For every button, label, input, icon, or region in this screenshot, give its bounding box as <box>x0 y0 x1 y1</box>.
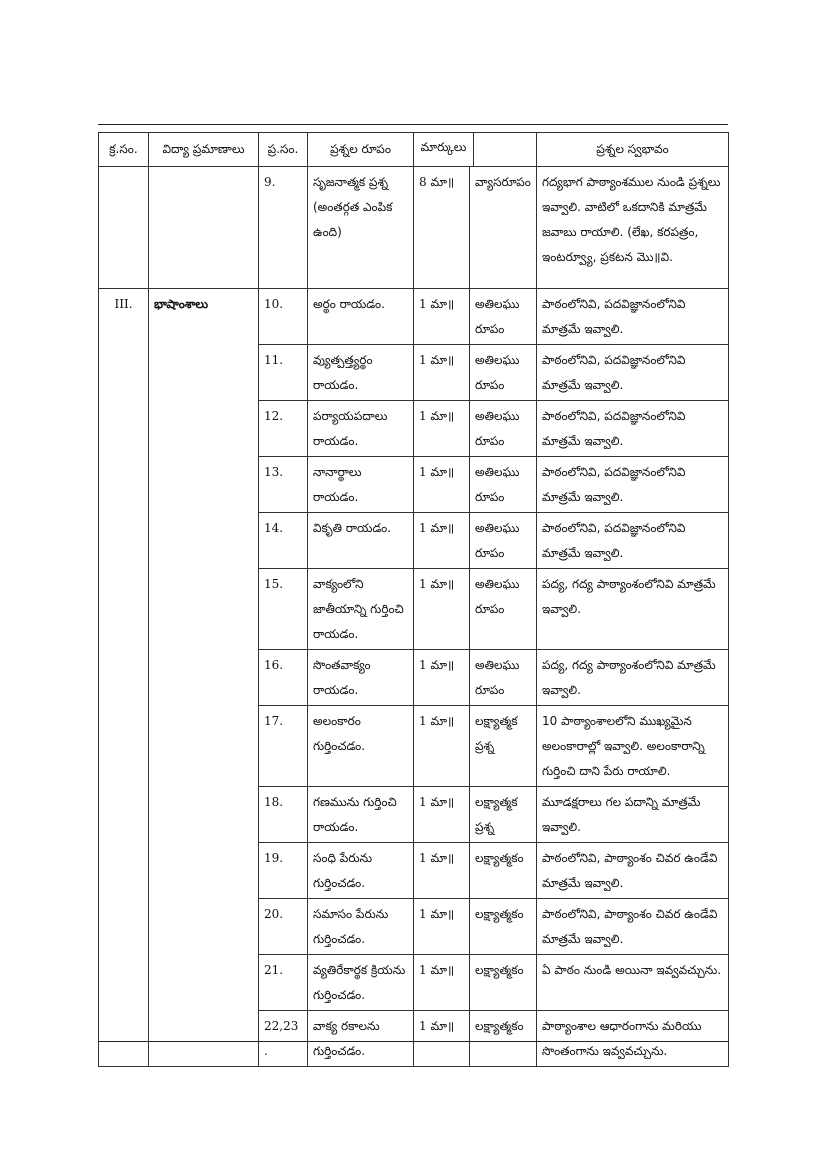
cell-question-form: నానార్థాలు రాయడం. <box>308 457 414 513</box>
cell-question-nature: పాఠంలోనివి, పదవిజ్ఞానంలోనివి మాత్రమే ఇవ్వాలి. <box>537 457 729 513</box>
cell-question-type: వ్యాసరూపం <box>470 167 537 289</box>
top-rule <box>98 124 728 125</box>
cell-question-form: సమాసం పేరును గుర్తించడం. <box>308 899 414 955</box>
cell-marks: 1 మా॥ <box>414 289 470 345</box>
cell-question-form: వ్యుత్పత్త్యర్థం రాయడం. <box>308 345 414 401</box>
header-standard: విద్యా ప్రమాణాలు <box>149 133 259 167</box>
cell-question-form: అర్థం రాయడం. <box>308 289 414 345</box>
cell-question-type: లక్ష్యాత్మక ప్రశ్న <box>470 787 537 843</box>
cell-marks: 1 మా॥ <box>414 899 470 955</box>
header-question-form: ప్రశ్నల రూపం <box>308 133 414 167</box>
question-pattern-table <box>98 132 729 1067</box>
cell-question-form: అలంకారం గుర్తించడం. <box>308 706 414 787</box>
cell-question-nature: పాఠంలోనివి, పాఠ్యాంశం చివర ఉండేవి మాత్రమే ఇవ్వాలి. <box>537 843 729 899</box>
cell-question-nature: పాఠంలోనివి, పదవిజ్ఞానంలోనివి మాత్రమే ఇవ్వాలి. <box>537 289 729 345</box>
header-marks <box>414 133 537 167</box>
cell-question-no: 11. <box>259 345 308 401</box>
cell-question-type: అతిలఘు రూపం <box>470 457 537 513</box>
cell-marks: 1 మా॥ <box>414 1011 470 1067</box>
cell-question-nature: 10 పాఠ్యాంశాలలోని ముఖ్యమైన అలంకారాల్లో ఇవ్వాలి. అలంకారాన్ని గుర్తించి దాని పేరు రాయాలి. <box>537 706 729 787</box>
bottom-rule <box>98 1041 728 1042</box>
cell-question-type: అతిలఘు రూపం <box>470 569 537 650</box>
cell-question-nature: ఏ పాఠం నుండి అయినా ఇవ్వవచ్చును. <box>537 955 729 1011</box>
table-row <box>99 167 729 289</box>
cell-question-type: లక్ష్యాత్మకం <box>470 955 537 1011</box>
cell-question-type: అతిలఘు రూపం <box>470 289 537 345</box>
cell-question-no: 13. <box>259 457 308 513</box>
cell-question-no: 22,23. <box>259 1011 308 1067</box>
cell-marks: 1 మా॥ <box>414 569 470 650</box>
cell-question-no: 18. <box>259 787 308 843</box>
cell-question-nature: పద్య, గద్య పాఠ్యాంశంలోనివి మాత్రమే ఇవ్వాలి. <box>537 569 729 650</box>
header-sno: క్ర.సం. <box>99 133 149 167</box>
table-header-row <box>99 133 729 167</box>
cell-question-form: వాక్య రకాలను గుర్తించడం. <box>308 1011 414 1067</box>
header-question-no: ప్ర.సం. <box>259 133 308 167</box>
cell-question-type: లక్ష్యాత్మకం <box>470 1011 537 1067</box>
cell-question-no: 19. <box>259 843 308 899</box>
cell-sno <box>99 167 149 289</box>
cell-question-type: అతిలఘు రూపం <box>470 650 537 706</box>
cell-question-form: సొంతవాక్యం రాయడం. <box>308 650 414 706</box>
cell-question-form: సృజనాత్మక ప్రశ్న (అంతర్గత ఎంపిక ఉంది) <box>308 167 414 289</box>
cell-question-form: సంధి పేరును గుర్తించడం. <box>308 843 414 899</box>
cell-question-no: 14. <box>259 513 308 569</box>
cell-question-no: 9. <box>259 167 308 289</box>
cell-marks: 1 మా॥ <box>414 955 470 1011</box>
cell-question-type: అతిలఘు రూపం <box>470 513 537 569</box>
section-number: III. <box>99 289 149 1067</box>
cell-question-nature: పాఠంలోనివి, పదవిజ్ఞానంలోనివి మాత్రమే ఇవ్వాలి. <box>537 401 729 457</box>
cell-marks: 8 మా॥ <box>414 167 470 289</box>
cell-question-type: లక్ష్యాత్మక ప్రశ్న <box>470 706 537 787</box>
cell-marks: 1 మా॥ <box>414 843 470 899</box>
cell-question-no: 16. <box>259 650 308 706</box>
cell-question-nature: పాఠంలోనివి, పదవిజ్ఞానంలోనివి మాత్రమే ఇవ్వాలి. <box>537 345 729 401</box>
cell-question-nature: పాఠంలోనివి, పాఠ్యాంశం చివర ఉండేవి మాత్రమే ఇవ్వాలి. <box>537 899 729 955</box>
cell-marks: 1 మా॥ <box>414 457 470 513</box>
cell-question-no: 21. <box>259 955 308 1011</box>
table-row <box>99 289 729 345</box>
cell-question-no: 20. <box>259 899 308 955</box>
cell-question-form: వికృతి రాయడం. <box>308 513 414 569</box>
cell-question-form: పర్యాయపదాలు రాయడం. <box>308 401 414 457</box>
cell-question-nature: గద్యభాగ పాఠ్యాంశముల నుండి ప్రశ్నలు ఇవ్వాలి. వాటిలో ఒకదానికి మాత్రమే జవాబు రాయాలి. (లేఖ, కరపత్రం, ఇంటర్వ్యూ, ప్రకటన మొ॥వి. <box>537 167 729 289</box>
cell-question-no: 15. <box>259 569 308 650</box>
header-marks-label: మార్కులు <box>414 133 474 166</box>
cell-marks: 1 మా॥ <box>414 401 470 457</box>
cell-marks: 1 మా॥ <box>414 650 470 706</box>
section-standard: భాషాంశాలు <box>149 289 259 1067</box>
cell-marks: 1 మా॥ <box>414 706 470 787</box>
cell-marks: 1 మా॥ <box>414 513 470 569</box>
cell-question-no: 10. <box>259 289 308 345</box>
cell-marks: 1 మా॥ <box>414 787 470 843</box>
cell-question-no: 12. <box>259 401 308 457</box>
header-type-label <box>474 133 536 166</box>
cell-question-type: లక్ష్యాత్మకం <box>470 843 537 899</box>
cell-question-type: అతిలఘు రూపం <box>470 401 537 457</box>
cell-question-no: 17. <box>259 706 308 787</box>
cell-question-type: లక్ష్యాత్మకం <box>470 899 537 955</box>
cell-question-form: వాక్యంలోని జాతీయాన్ని గుర్తించి రాయడం. <box>308 569 414 650</box>
cell-question-form: వ్యతిరేకార్థక క్రియను గుర్తించడం. <box>308 955 414 1011</box>
header-question-nature: ప్రశ్నల స్వభావం <box>537 133 729 167</box>
cell-question-nature: పద్య, గద్య పాఠ్యాంశంలోనివి మాత్రమే ఇవ్వాలి. <box>537 650 729 706</box>
cell-question-form: గణమును గుర్తించి రాయడం. <box>308 787 414 843</box>
cell-marks: 1 మా॥ <box>414 345 470 401</box>
cell-question-nature: పాఠంలోనివి, పదవిజ్ఞానంలోనివి మాత్రమే ఇవ్వాలి. <box>537 513 729 569</box>
cell-question-nature: పాఠ్యాంశాల ఆధారంగాను మరియు సొంతంగాను ఇవ్వవచ్చును. <box>537 1011 729 1067</box>
cell-question-nature: మూడక్షరాలు గల పదాన్ని మాత్రమే ఇవ్వాలి. <box>537 787 729 843</box>
cell-standard <box>149 167 259 289</box>
cell-question-type: అతిలఘు రూపం <box>470 345 537 401</box>
